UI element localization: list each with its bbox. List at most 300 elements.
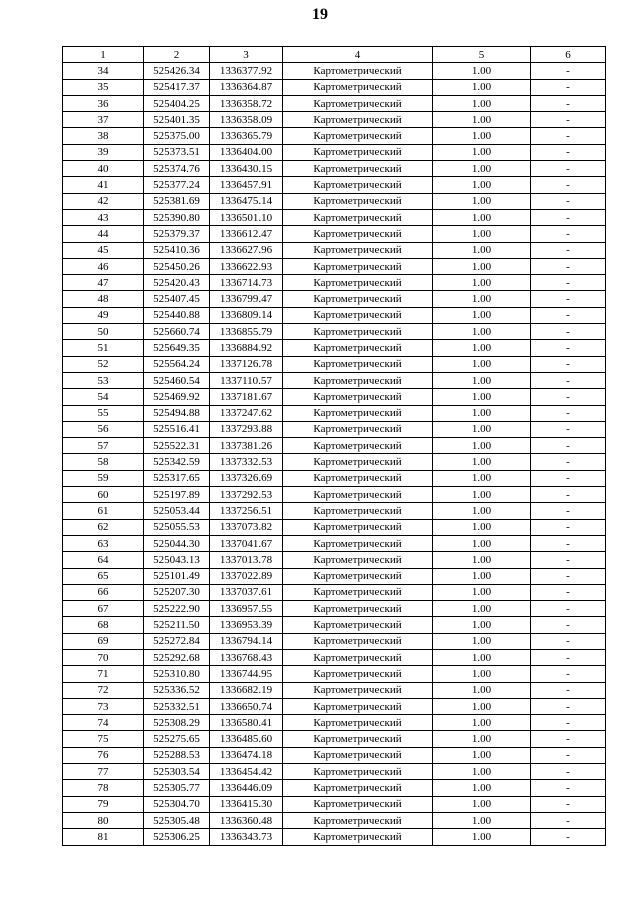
table-row xyxy=(63,405,606,421)
table-row xyxy=(63,324,606,340)
y-coordinate-cell: 1336855.79 xyxy=(210,324,283,340)
method-cell: Картометрический xyxy=(283,747,433,763)
x-coordinate-cell: 525381.69 xyxy=(144,193,210,209)
method-cell: Картометрический xyxy=(283,128,433,144)
table-row xyxy=(63,649,606,665)
point-number-cell: 79 xyxy=(63,796,144,812)
note-cell: - xyxy=(531,128,606,144)
x-coordinate-cell: 525304.70 xyxy=(144,796,210,812)
note-cell: - xyxy=(531,291,606,307)
method-cell: Картометрический xyxy=(283,275,433,291)
y-coordinate-cell: 1336580.41 xyxy=(210,715,283,731)
accuracy-cell: 1.00 xyxy=(433,95,531,111)
table-row xyxy=(63,568,606,584)
point-number-cell: 64 xyxy=(63,552,144,568)
accuracy-cell: 1.00 xyxy=(433,161,531,177)
x-coordinate-cell: 525410.36 xyxy=(144,242,210,258)
method-cell: Картометрический xyxy=(283,79,433,95)
point-number-cell: 57 xyxy=(63,438,144,454)
point-number-cell: 58 xyxy=(63,454,144,470)
y-coordinate-cell: 1336768.43 xyxy=(210,649,283,665)
table-row xyxy=(63,470,606,486)
x-coordinate-cell: 525275.65 xyxy=(144,731,210,747)
y-coordinate-cell: 1336457.91 xyxy=(210,177,283,193)
table-row xyxy=(63,796,606,812)
y-coordinate-cell: 1337041.67 xyxy=(210,535,283,551)
method-cell: Картометрический xyxy=(283,340,433,356)
note-cell: - xyxy=(531,438,606,454)
accuracy-cell: 1.00 xyxy=(433,324,531,340)
point-number-cell: 41 xyxy=(63,177,144,193)
accuracy-cell: 1.00 xyxy=(433,552,531,568)
y-coordinate-cell: 1336682.19 xyxy=(210,682,283,698)
method-cell: Картометрический xyxy=(283,519,433,535)
accuracy-cell: 1.00 xyxy=(433,829,531,845)
table-row xyxy=(63,601,606,617)
point-number-cell: 71 xyxy=(63,666,144,682)
point-number-cell: 70 xyxy=(63,649,144,665)
x-coordinate-cell: 525420.43 xyxy=(144,275,210,291)
point-number-cell: 50 xyxy=(63,324,144,340)
y-coordinate-cell: 1336485.60 xyxy=(210,731,283,747)
point-number-cell: 53 xyxy=(63,372,144,388)
note-cell: - xyxy=(531,177,606,193)
method-cell: Картометрический xyxy=(283,95,433,111)
method-cell: Картометрический xyxy=(283,666,433,682)
method-cell: Картометрический xyxy=(283,112,433,128)
x-coordinate-cell: 525660.74 xyxy=(144,324,210,340)
table-row xyxy=(63,63,606,79)
y-coordinate-cell: 1336953.39 xyxy=(210,617,283,633)
accuracy-cell: 1.00 xyxy=(433,438,531,454)
point-number-cell: 66 xyxy=(63,584,144,600)
point-number-cell: 51 xyxy=(63,340,144,356)
note-cell: - xyxy=(531,79,606,95)
x-coordinate-cell: 525564.24 xyxy=(144,356,210,372)
method-cell: Картометрический xyxy=(283,454,433,470)
accuracy-cell: 1.00 xyxy=(433,617,531,633)
method-cell: Картометрический xyxy=(283,535,433,551)
x-coordinate-cell: 525649.35 xyxy=(144,340,210,356)
method-cell: Картометрический xyxy=(283,731,433,747)
point-number-cell: 63 xyxy=(63,535,144,551)
accuracy-cell: 1.00 xyxy=(433,421,531,437)
table-row xyxy=(63,535,606,551)
y-coordinate-cell: 1337110.57 xyxy=(210,372,283,388)
point-number-cell: 56 xyxy=(63,421,144,437)
table-body xyxy=(63,47,606,846)
note-cell: - xyxy=(531,649,606,665)
method-cell: Картометрический xyxy=(283,568,433,584)
table-row xyxy=(63,112,606,128)
accuracy-cell: 1.00 xyxy=(433,291,531,307)
method-cell: Картометрический xyxy=(283,829,433,845)
table-row xyxy=(63,438,606,454)
method-cell: Картометрический xyxy=(283,144,433,160)
point-number-cell: 45 xyxy=(63,242,144,258)
y-coordinate-cell: 1336809.14 xyxy=(210,307,283,323)
note-cell: - xyxy=(531,454,606,470)
table-row xyxy=(63,389,606,405)
table-row xyxy=(63,95,606,111)
note-cell: - xyxy=(531,226,606,242)
point-number-cell: 60 xyxy=(63,487,144,503)
x-coordinate-cell: 525044.30 xyxy=(144,535,210,551)
x-coordinate-cell: 525317.65 xyxy=(144,470,210,486)
y-coordinate-cell: 1336474.18 xyxy=(210,747,283,763)
note-cell: - xyxy=(531,568,606,584)
method-cell: Картометрический xyxy=(283,258,433,274)
table-row xyxy=(63,617,606,633)
header-cell-1: 1 xyxy=(63,47,144,63)
note-cell: - xyxy=(531,470,606,486)
y-coordinate-cell: 1336501.10 xyxy=(210,209,283,225)
x-coordinate-cell: 525101.49 xyxy=(144,568,210,584)
y-coordinate-cell: 1337326.69 xyxy=(210,470,283,486)
note-cell: - xyxy=(531,372,606,388)
x-coordinate-cell: 525516.41 xyxy=(144,421,210,437)
point-number-cell: 81 xyxy=(63,829,144,845)
note-cell: - xyxy=(531,764,606,780)
method-cell: Картометрический xyxy=(283,470,433,486)
table-row xyxy=(63,226,606,242)
note-cell: - xyxy=(531,829,606,845)
note-cell: - xyxy=(531,275,606,291)
table-row xyxy=(63,503,606,519)
point-number-cell: 75 xyxy=(63,731,144,747)
method-cell: Картометрический xyxy=(283,209,433,225)
y-coordinate-cell: 1337022.89 xyxy=(210,568,283,584)
note-cell: - xyxy=(531,63,606,79)
accuracy-cell: 1.00 xyxy=(433,193,531,209)
method-cell: Картометрический xyxy=(283,291,433,307)
x-coordinate-cell: 525401.35 xyxy=(144,112,210,128)
table-row xyxy=(63,584,606,600)
accuracy-cell: 1.00 xyxy=(433,747,531,763)
point-number-cell: 37 xyxy=(63,112,144,128)
note-cell: - xyxy=(531,389,606,405)
point-number-cell: 46 xyxy=(63,258,144,274)
y-coordinate-cell: 1337332.53 xyxy=(210,454,283,470)
x-coordinate-cell: 525375.00 xyxy=(144,128,210,144)
y-coordinate-cell: 1336794.14 xyxy=(210,633,283,649)
x-coordinate-cell: 525450.26 xyxy=(144,258,210,274)
accuracy-cell: 1.00 xyxy=(433,764,531,780)
y-coordinate-cell: 1337247.62 xyxy=(210,405,283,421)
y-coordinate-cell: 1336454.42 xyxy=(210,764,283,780)
note-cell: - xyxy=(531,715,606,731)
method-cell: Картометрический xyxy=(283,438,433,454)
note-cell: - xyxy=(531,633,606,649)
point-number-cell: 76 xyxy=(63,747,144,763)
x-coordinate-cell: 525336.52 xyxy=(144,682,210,698)
point-number-cell: 40 xyxy=(63,161,144,177)
accuracy-cell: 1.00 xyxy=(433,535,531,551)
method-cell: Картометрический xyxy=(283,698,433,714)
point-number-cell: 54 xyxy=(63,389,144,405)
note-cell: - xyxy=(531,487,606,503)
y-coordinate-cell: 1336714.73 xyxy=(210,275,283,291)
accuracy-cell: 1.00 xyxy=(433,340,531,356)
accuracy-cell: 1.00 xyxy=(433,584,531,600)
y-coordinate-cell: 1336365.79 xyxy=(210,128,283,144)
point-number-cell: 36 xyxy=(63,95,144,111)
point-number-cell: 55 xyxy=(63,405,144,421)
y-coordinate-cell: 1336415.30 xyxy=(210,796,283,812)
table-row xyxy=(63,307,606,323)
point-number-cell: 74 xyxy=(63,715,144,731)
note-cell: - xyxy=(531,242,606,258)
method-cell: Картометрический xyxy=(283,372,433,388)
method-cell: Картометрический xyxy=(283,796,433,812)
x-coordinate-cell: 525272.84 xyxy=(144,633,210,649)
x-coordinate-cell: 525305.77 xyxy=(144,780,210,796)
table-row xyxy=(63,780,606,796)
table-row xyxy=(63,177,606,193)
table-row xyxy=(63,275,606,291)
x-coordinate-cell: 525342.59 xyxy=(144,454,210,470)
method-cell: Картометрический xyxy=(283,242,433,258)
method-cell: Картометрический xyxy=(283,226,433,242)
note-cell: - xyxy=(531,503,606,519)
x-coordinate-cell: 525310.80 xyxy=(144,666,210,682)
note-cell: - xyxy=(531,340,606,356)
table-row xyxy=(63,79,606,95)
table-row xyxy=(63,633,606,649)
note-cell: - xyxy=(531,95,606,111)
y-coordinate-cell: 1336650.74 xyxy=(210,698,283,714)
method-cell: Картометрический xyxy=(283,812,433,828)
y-coordinate-cell: 1337126.78 xyxy=(210,356,283,372)
table-row xyxy=(63,666,606,682)
accuracy-cell: 1.00 xyxy=(433,649,531,665)
note-cell: - xyxy=(531,324,606,340)
accuracy-cell: 1.00 xyxy=(433,242,531,258)
note-cell: - xyxy=(531,617,606,633)
method-cell: Картометрический xyxy=(283,780,433,796)
note-cell: - xyxy=(531,161,606,177)
accuracy-cell: 1.00 xyxy=(433,226,531,242)
method-cell: Картометрический xyxy=(283,584,433,600)
accuracy-cell: 1.00 xyxy=(433,519,531,535)
note-cell: - xyxy=(531,209,606,225)
point-number-cell: 61 xyxy=(63,503,144,519)
note-cell: - xyxy=(531,193,606,209)
x-coordinate-cell: 525305.48 xyxy=(144,812,210,828)
note-cell: - xyxy=(531,666,606,682)
method-cell: Картометрический xyxy=(283,389,433,405)
table-row xyxy=(63,291,606,307)
table-row xyxy=(63,372,606,388)
y-coordinate-cell: 1337293.88 xyxy=(210,421,283,437)
x-coordinate-cell: 525404.25 xyxy=(144,95,210,111)
header-cell-5: 5 xyxy=(433,47,531,63)
y-coordinate-cell: 1336884.92 xyxy=(210,340,283,356)
y-coordinate-cell: 1337181.67 xyxy=(210,389,283,405)
method-cell: Картометрический xyxy=(283,307,433,323)
table-row xyxy=(63,144,606,160)
header-cell-2: 2 xyxy=(144,47,210,63)
point-number-cell: 39 xyxy=(63,144,144,160)
y-coordinate-cell: 1336343.73 xyxy=(210,829,283,845)
x-coordinate-cell: 525303.54 xyxy=(144,764,210,780)
note-cell: - xyxy=(531,519,606,535)
table-row xyxy=(63,128,606,144)
header-cell-4: 4 xyxy=(283,47,433,63)
accuracy-cell: 1.00 xyxy=(433,568,531,584)
accuracy-cell: 1.00 xyxy=(433,487,531,503)
x-coordinate-cell: 525043.13 xyxy=(144,552,210,568)
note-cell: - xyxy=(531,421,606,437)
x-coordinate-cell: 525390.80 xyxy=(144,209,210,225)
x-coordinate-cell: 525207.30 xyxy=(144,584,210,600)
x-coordinate-cell: 525306.25 xyxy=(144,829,210,845)
point-number-cell: 42 xyxy=(63,193,144,209)
point-number-cell: 77 xyxy=(63,764,144,780)
y-coordinate-cell: 1336446.09 xyxy=(210,780,283,796)
point-number-cell: 38 xyxy=(63,128,144,144)
note-cell: - xyxy=(531,796,606,812)
accuracy-cell: 1.00 xyxy=(433,128,531,144)
x-coordinate-cell: 525053.44 xyxy=(144,503,210,519)
point-number-cell: 62 xyxy=(63,519,144,535)
x-coordinate-cell: 525377.24 xyxy=(144,177,210,193)
table-row xyxy=(63,356,606,372)
x-coordinate-cell: 525379.37 xyxy=(144,226,210,242)
table-row xyxy=(63,552,606,568)
accuracy-cell: 1.00 xyxy=(433,715,531,731)
table-row xyxy=(63,698,606,714)
table-row xyxy=(63,731,606,747)
point-number-cell: 47 xyxy=(63,275,144,291)
note-cell: - xyxy=(531,731,606,747)
table-row xyxy=(63,209,606,225)
note-cell: - xyxy=(531,144,606,160)
header-cell-3: 3 xyxy=(210,47,283,63)
accuracy-cell: 1.00 xyxy=(433,144,531,160)
page-number: 19 xyxy=(312,6,328,23)
method-cell: Картометрический xyxy=(283,421,433,437)
note-cell: - xyxy=(531,405,606,421)
note-cell: - xyxy=(531,812,606,828)
y-coordinate-cell: 1336957.55 xyxy=(210,601,283,617)
y-coordinate-cell: 1336622.93 xyxy=(210,258,283,274)
table-row xyxy=(63,764,606,780)
x-coordinate-cell: 525407.45 xyxy=(144,291,210,307)
x-coordinate-cell: 525374.76 xyxy=(144,161,210,177)
y-coordinate-cell: 1336612.47 xyxy=(210,226,283,242)
method-cell: Картометрический xyxy=(283,601,433,617)
note-cell: - xyxy=(531,584,606,600)
header-cell-6: 6 xyxy=(531,47,606,63)
note-cell: - xyxy=(531,601,606,617)
x-coordinate-cell: 525332.51 xyxy=(144,698,210,714)
table-row xyxy=(63,421,606,437)
point-number-cell: 72 xyxy=(63,682,144,698)
table-row xyxy=(63,715,606,731)
table-row xyxy=(63,242,606,258)
x-coordinate-cell: 525308.29 xyxy=(144,715,210,731)
coordinates-table xyxy=(62,46,606,846)
y-coordinate-cell: 1337013.78 xyxy=(210,552,283,568)
y-coordinate-cell: 1336627.96 xyxy=(210,242,283,258)
point-number-cell: 67 xyxy=(63,601,144,617)
note-cell: - xyxy=(531,747,606,763)
accuracy-cell: 1.00 xyxy=(433,666,531,682)
accuracy-cell: 1.00 xyxy=(433,796,531,812)
method-cell: Картометрический xyxy=(283,161,433,177)
x-coordinate-cell: 525440.88 xyxy=(144,307,210,323)
x-coordinate-cell: 525055.53 xyxy=(144,519,210,535)
accuracy-cell: 1.00 xyxy=(433,307,531,323)
y-coordinate-cell: 1337256.51 xyxy=(210,503,283,519)
x-coordinate-cell: 525426.34 xyxy=(144,63,210,79)
point-number-cell: 43 xyxy=(63,209,144,225)
accuracy-cell: 1.00 xyxy=(433,389,531,405)
accuracy-cell: 1.00 xyxy=(433,275,531,291)
method-cell: Картометрический xyxy=(283,617,433,633)
accuracy-cell: 1.00 xyxy=(433,503,531,519)
accuracy-cell: 1.00 xyxy=(433,79,531,95)
note-cell: - xyxy=(531,258,606,274)
x-coordinate-cell: 525373.51 xyxy=(144,144,210,160)
y-coordinate-cell: 1337073.82 xyxy=(210,519,283,535)
accuracy-cell: 1.00 xyxy=(433,454,531,470)
y-coordinate-cell: 1336475.14 xyxy=(210,193,283,209)
accuracy-cell: 1.00 xyxy=(433,812,531,828)
y-coordinate-cell: 1337381.26 xyxy=(210,438,283,454)
method-cell: Картометрический xyxy=(283,324,433,340)
table-row xyxy=(63,812,606,828)
table-row xyxy=(63,519,606,535)
x-coordinate-cell: 525222.90 xyxy=(144,601,210,617)
note-cell: - xyxy=(531,535,606,551)
method-cell: Картометрический xyxy=(283,177,433,193)
y-coordinate-cell: 1337037.61 xyxy=(210,584,283,600)
table-row xyxy=(63,747,606,763)
table-row xyxy=(63,161,606,177)
method-cell: Картометрический xyxy=(283,633,433,649)
note-cell: - xyxy=(531,356,606,372)
method-cell: Картометрический xyxy=(283,715,433,731)
x-coordinate-cell: 525292.68 xyxy=(144,649,210,665)
point-number-cell: 73 xyxy=(63,698,144,714)
y-coordinate-cell: 1336430.15 xyxy=(210,161,283,177)
accuracy-cell: 1.00 xyxy=(433,780,531,796)
y-coordinate-cell: 1336364.87 xyxy=(210,79,283,95)
table-row xyxy=(63,340,606,356)
accuracy-cell: 1.00 xyxy=(433,731,531,747)
y-coordinate-cell: 1336799.47 xyxy=(210,291,283,307)
accuracy-cell: 1.00 xyxy=(433,209,531,225)
y-coordinate-cell: 1336744.95 xyxy=(210,666,283,682)
method-cell: Картометрический xyxy=(283,503,433,519)
method-cell: Картометрический xyxy=(283,649,433,665)
x-coordinate-cell: 525211.50 xyxy=(144,617,210,633)
table-header-row xyxy=(63,47,606,63)
y-coordinate-cell: 1337292.53 xyxy=(210,487,283,503)
accuracy-cell: 1.00 xyxy=(433,177,531,193)
method-cell: Картометрический xyxy=(283,487,433,503)
accuracy-cell: 1.00 xyxy=(433,405,531,421)
point-number-cell: 69 xyxy=(63,633,144,649)
accuracy-cell: 1.00 xyxy=(433,112,531,128)
accuracy-cell: 1.00 xyxy=(433,258,531,274)
x-coordinate-cell: 525494.88 xyxy=(144,405,210,421)
note-cell: - xyxy=(531,682,606,698)
point-number-cell: 78 xyxy=(63,780,144,796)
table-row xyxy=(63,193,606,209)
